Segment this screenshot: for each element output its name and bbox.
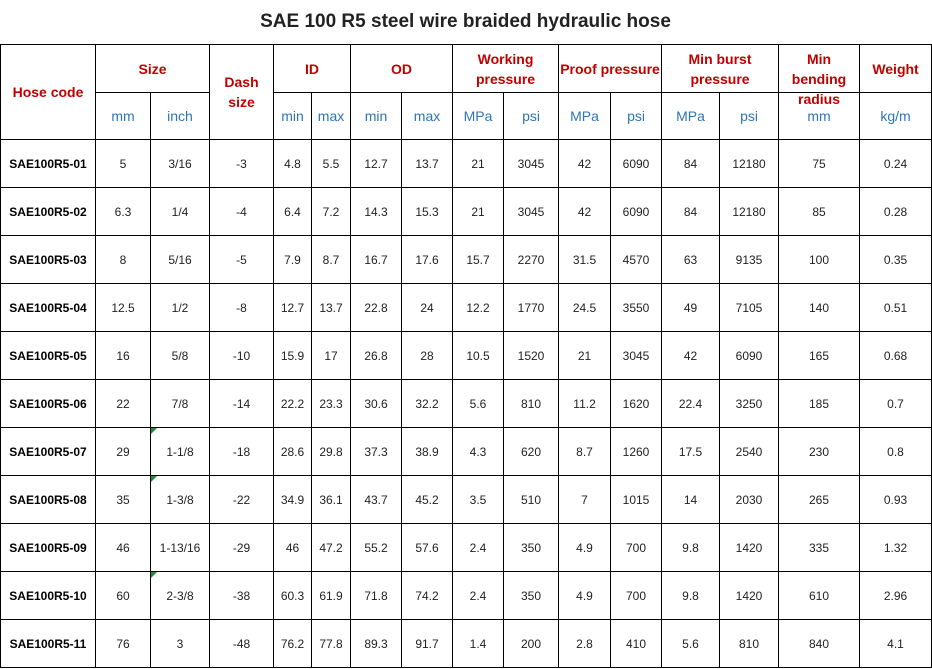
cell-bp-psi: 7105 xyxy=(720,284,779,332)
cell-od-min: 26.8 xyxy=(351,332,402,380)
table-row xyxy=(1,524,932,572)
cell-wp-mpa: 3.5 xyxy=(453,476,504,524)
cell-id-max: 8.7 xyxy=(312,236,351,284)
cell-id-min: 28.6 xyxy=(274,428,312,476)
cell-dash: -38 xyxy=(210,572,274,620)
cell-mm: 6.3 xyxy=(96,188,151,236)
cell-wp-psi: 3045 xyxy=(504,188,559,236)
cell-code: SAE100R5-01 xyxy=(1,140,96,188)
cell-id-max: 13.7 xyxy=(312,284,351,332)
cell-code: SAE100R5-11 xyxy=(1,620,96,668)
cell-id-max: 5.5 xyxy=(312,140,351,188)
cell-od-min: 89.3 xyxy=(351,620,402,668)
cell-id-max: 29.8 xyxy=(312,428,351,476)
cell-od-min: 30.6 xyxy=(351,380,402,428)
cell-bend: 100 xyxy=(779,236,860,284)
cell-od-max: 74.2 xyxy=(402,572,453,620)
cell-dash: -3 xyxy=(210,140,274,188)
cell-inch-text: 1-1/8 xyxy=(166,444,194,459)
unit-working-psi: psi xyxy=(504,93,559,140)
cell-mm: 46 xyxy=(96,524,151,572)
cell-pp-mpa: 2.8 xyxy=(559,620,611,668)
cell-id-max: 17 xyxy=(312,332,351,380)
cell-bp-mpa: 5.6 xyxy=(662,620,720,668)
header-row-groups xyxy=(1,45,932,93)
cell-wp-psi: 1770 xyxy=(504,284,559,332)
cell-bp-psi: 3250 xyxy=(720,380,779,428)
table-row xyxy=(1,380,932,428)
cell-wp-mpa: 21 xyxy=(453,140,504,188)
cell-pp-psi: 410 xyxy=(611,620,662,668)
cell-od-min: 43.7 xyxy=(351,476,402,524)
cell-pp-mpa: 7 xyxy=(559,476,611,524)
cell-pp-psi: 3045 xyxy=(611,332,662,380)
cell-weight: 0.24 xyxy=(860,140,932,188)
unit-proof-mpa: MPa xyxy=(559,93,611,140)
cell-inch xyxy=(151,428,210,476)
cell-id-max: 61.9 xyxy=(312,572,351,620)
unit-id-min: min xyxy=(274,93,312,140)
cell-pp-mpa: 21 xyxy=(559,332,611,380)
cell-wp-psi: 510 xyxy=(504,476,559,524)
cell-mm: 16 xyxy=(96,332,151,380)
cell-pp-mpa: 4.9 xyxy=(559,524,611,572)
unit-size-inch: inch xyxy=(151,93,210,140)
cell-wp-mpa: 15.7 xyxy=(453,236,504,284)
cell-bp-psi: 12180 xyxy=(720,188,779,236)
cell-id-min: 4.8 xyxy=(274,140,312,188)
cell-wp-mpa: 5.6 xyxy=(453,380,504,428)
header-dash-size: Dash size xyxy=(210,45,274,140)
header-size: Size xyxy=(96,45,210,93)
cell-id-min: 12.7 xyxy=(274,284,312,332)
cell-wp-psi: 1520 xyxy=(504,332,559,380)
cell-dash: -5 xyxy=(210,236,274,284)
header-min-bending-radius-text: Min bending radius xyxy=(791,50,847,107)
unit-proof-psi: psi xyxy=(611,93,662,140)
cell-id-min: 6.4 xyxy=(274,188,312,236)
cell-bp-mpa: 84 xyxy=(662,188,720,236)
cell-wp-psi: 620 xyxy=(504,428,559,476)
table-row xyxy=(1,236,932,284)
unit-burst-mpa: MPa xyxy=(662,93,720,140)
cell-pp-psi: 1015 xyxy=(611,476,662,524)
cell-od-min: 12.7 xyxy=(351,140,402,188)
cell-od-max: 28 xyxy=(402,332,453,380)
cell-mm: 12.5 xyxy=(96,284,151,332)
cell-id-min: 15.9 xyxy=(274,332,312,380)
cell-od-min: 37.3 xyxy=(351,428,402,476)
cell-inch: 1/4 xyxy=(151,188,210,236)
cell-pp-psi: 6090 xyxy=(611,188,662,236)
cell-od-max: 17.6 xyxy=(402,236,453,284)
cell-bp-psi: 1420 xyxy=(720,572,779,620)
cell-code: SAE100R5-07 xyxy=(1,428,96,476)
cell-bp-psi: 2540 xyxy=(720,428,779,476)
cell-code: SAE100R5-08 xyxy=(1,476,96,524)
comment-marker-icon xyxy=(151,476,157,482)
table-row xyxy=(1,332,932,380)
header-min-burst-pressure: Min burst pressure xyxy=(662,45,779,93)
table-row xyxy=(1,188,932,236)
cell-weight: 4.1 xyxy=(860,620,932,668)
cell-weight: 2.96 xyxy=(860,572,932,620)
cell-pp-psi: 1260 xyxy=(611,428,662,476)
cell-weight: 1.32 xyxy=(860,524,932,572)
cell-bend: 140 xyxy=(779,284,860,332)
header-proof-pressure: Proof pressure xyxy=(559,45,662,93)
cell-bend: 335 xyxy=(779,524,860,572)
cell-wp-psi: 350 xyxy=(504,524,559,572)
cell-pp-mpa: 8.7 xyxy=(559,428,611,476)
cell-od-min: 71.8 xyxy=(351,572,402,620)
unit-weight: kg/m xyxy=(860,93,932,140)
cell-mm: 60 xyxy=(96,572,151,620)
cell-pp-mpa: 11.2 xyxy=(559,380,611,428)
cell-weight: 0.68 xyxy=(860,332,932,380)
cell-dash: -10 xyxy=(210,332,274,380)
cell-weight: 0.8 xyxy=(860,428,932,476)
cell-inch: 5/8 xyxy=(151,332,210,380)
comment-marker-icon xyxy=(151,572,157,578)
cell-inch: 1-13/16 xyxy=(151,524,210,572)
cell-inch xyxy=(151,572,210,620)
cell-mm: 5 xyxy=(96,140,151,188)
cell-code: SAE100R5-03 xyxy=(1,236,96,284)
cell-od-max: 57.6 xyxy=(402,524,453,572)
cell-bend: 840 xyxy=(779,620,860,668)
cell-pp-psi: 700 xyxy=(611,524,662,572)
cell-mm: 35 xyxy=(96,476,151,524)
cell-bend: 185 xyxy=(779,380,860,428)
cell-code: SAE100R5-09 xyxy=(1,524,96,572)
cell-inch xyxy=(151,476,210,524)
cell-bp-mpa: 42 xyxy=(662,332,720,380)
cell-bend: 610 xyxy=(779,572,860,620)
cell-od-min: 22.8 xyxy=(351,284,402,332)
table-row xyxy=(1,284,932,332)
unit-od-min: min xyxy=(351,93,402,140)
hose-spec-table xyxy=(0,44,932,668)
table-row xyxy=(1,428,932,476)
cell-bp-mpa: 22.4 xyxy=(662,380,720,428)
cell-dash: -14 xyxy=(210,380,274,428)
cell-weight: 0.51 xyxy=(860,284,932,332)
unit-bending-mm: mm xyxy=(779,93,860,140)
cell-od-min: 14.3 xyxy=(351,188,402,236)
cell-pp-mpa: 24.5 xyxy=(559,284,611,332)
cell-wp-mpa: 2.4 xyxy=(453,524,504,572)
cell-mm: 22 xyxy=(96,380,151,428)
cell-wp-mpa: 12.2 xyxy=(453,284,504,332)
cell-bend: 230 xyxy=(779,428,860,476)
header-id: ID xyxy=(274,45,351,93)
cell-inch: 1/2 xyxy=(151,284,210,332)
cell-id-min: 34.9 xyxy=(274,476,312,524)
unit-id-max: max xyxy=(312,93,351,140)
cell-bp-mpa: 14 xyxy=(662,476,720,524)
cell-od-max: 15.3 xyxy=(402,188,453,236)
cell-dash: -48 xyxy=(210,620,274,668)
table-row xyxy=(1,476,932,524)
cell-pp-psi: 6090 xyxy=(611,140,662,188)
header-weight: Weight xyxy=(860,45,932,93)
cell-pp-psi: 4570 xyxy=(611,236,662,284)
cell-pp-mpa: 42 xyxy=(559,140,611,188)
table-row xyxy=(1,140,932,188)
cell-od-max: 13.7 xyxy=(402,140,453,188)
cell-pp-mpa: 31.5 xyxy=(559,236,611,284)
header-od: OD xyxy=(351,45,453,93)
cell-mm: 29 xyxy=(96,428,151,476)
cell-inch-text: 2-3/8 xyxy=(166,588,194,603)
header-hose-code: Hose code xyxy=(1,45,96,140)
cell-wp-psi: 200 xyxy=(504,620,559,668)
cell-inch-text: 1-3/8 xyxy=(166,492,194,507)
cell-wp-mpa: 1.4 xyxy=(453,620,504,668)
unit-working-mpa: MPa xyxy=(453,93,504,140)
header-working-pressure: Working pressure xyxy=(453,45,559,93)
cell-dash: -29 xyxy=(210,524,274,572)
cell-wp-psi: 810 xyxy=(504,380,559,428)
cell-bp-psi: 12180 xyxy=(720,140,779,188)
cell-bp-mpa: 84 xyxy=(662,140,720,188)
cell-code: SAE100R5-06 xyxy=(1,380,96,428)
cell-inch: 3/16 xyxy=(151,140,210,188)
cell-dash: -22 xyxy=(210,476,274,524)
header-min-bending-radius xyxy=(779,45,860,107)
cell-id-min: 22.2 xyxy=(274,380,312,428)
cell-dash: -4 xyxy=(210,188,274,236)
cell-dash: -18 xyxy=(210,428,274,476)
cell-code: SAE100R5-05 xyxy=(1,332,96,380)
cell-id-min: 76.2 xyxy=(274,620,312,668)
cell-weight: 0.28 xyxy=(860,188,932,236)
cell-od-max: 38.9 xyxy=(402,428,453,476)
cell-pp-psi: 3550 xyxy=(611,284,662,332)
cell-bp-psi: 6090 xyxy=(720,332,779,380)
cell-od-max: 32.2 xyxy=(402,380,453,428)
cell-inch: 7/8 xyxy=(151,380,210,428)
cell-id-max: 36.1 xyxy=(312,476,351,524)
cell-pp-psi: 1620 xyxy=(611,380,662,428)
cell-bend: 165 xyxy=(779,332,860,380)
cell-inch: 5/16 xyxy=(151,236,210,284)
cell-id-max: 23.3 xyxy=(312,380,351,428)
cell-od-max: 91.7 xyxy=(402,620,453,668)
cell-wp-psi: 3045 xyxy=(504,140,559,188)
cell-weight: 0.7 xyxy=(860,380,932,428)
cell-mm: 8 xyxy=(96,236,151,284)
table-row xyxy=(1,620,932,668)
cell-id-min: 46 xyxy=(274,524,312,572)
cell-od-max: 24 xyxy=(402,284,453,332)
cell-id-max: 47.2 xyxy=(312,524,351,572)
cell-bend: 265 xyxy=(779,476,860,524)
unit-od-max: max xyxy=(402,93,453,140)
cell-pp-psi: 700 xyxy=(611,572,662,620)
cell-id-max: 7.2 xyxy=(312,188,351,236)
cell-bp-mpa: 9.8 xyxy=(662,524,720,572)
cell-bend: 75 xyxy=(779,140,860,188)
cell-wp-mpa: 4.3 xyxy=(453,428,504,476)
cell-code: SAE100R5-10 xyxy=(1,572,96,620)
header-row-units xyxy=(1,93,932,140)
cell-bp-psi: 9135 xyxy=(720,236,779,284)
cell-od-min: 55.2 xyxy=(351,524,402,572)
cell-bend: 85 xyxy=(779,188,860,236)
cell-bp-psi: 810 xyxy=(720,620,779,668)
cell-bp-mpa: 63 xyxy=(662,236,720,284)
cell-inch: 3 xyxy=(151,620,210,668)
cell-code: SAE100R5-04 xyxy=(1,284,96,332)
cell-id-min: 7.9 xyxy=(274,236,312,284)
cell-bp-psi: 1420 xyxy=(720,524,779,572)
unit-burst-psi: psi xyxy=(720,93,779,140)
cell-bp-mpa: 17.5 xyxy=(662,428,720,476)
cell-od-max: 45.2 xyxy=(402,476,453,524)
cell-pp-mpa: 4.9 xyxy=(559,572,611,620)
unit-size-mm: mm xyxy=(96,93,151,140)
cell-weight: 0.35 xyxy=(860,236,932,284)
page-title: SAE 100 R5 steel wire braided hydraulic hose xyxy=(260,11,671,32)
cell-bp-mpa: 9.8 xyxy=(662,572,720,620)
cell-mm: 76 xyxy=(96,620,151,668)
cell-id-min: 60.3 xyxy=(274,572,312,620)
cell-wp-mpa: 21 xyxy=(453,188,504,236)
cell-wp-mpa: 10.5 xyxy=(453,332,504,380)
cell-wp-mpa: 2.4 xyxy=(453,572,504,620)
cell-bp-psi: 2030 xyxy=(720,476,779,524)
cell-weight: 0.93 xyxy=(860,476,932,524)
table-row xyxy=(1,572,932,620)
cell-pp-mpa: 42 xyxy=(559,188,611,236)
cell-dash: -8 xyxy=(210,284,274,332)
cell-wp-psi: 350 xyxy=(504,572,559,620)
cell-code: SAE100R5-02 xyxy=(1,188,96,236)
comment-marker-icon xyxy=(151,428,157,434)
cell-od-min: 16.7 xyxy=(351,236,402,284)
cell-wp-psi: 2270 xyxy=(504,236,559,284)
cell-id-max: 77.8 xyxy=(312,620,351,668)
cell-bp-mpa: 49 xyxy=(662,284,720,332)
